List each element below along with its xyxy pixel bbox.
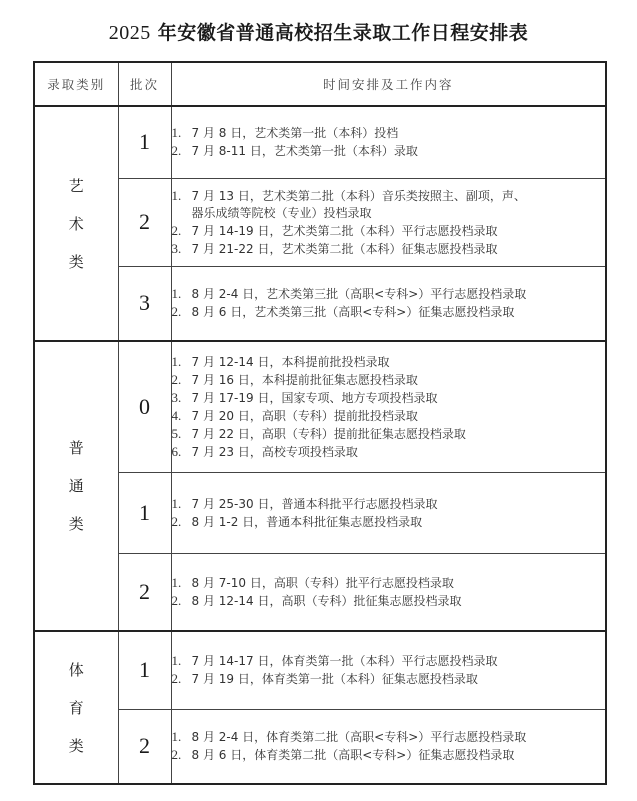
table-row bbox=[34, 709, 606, 784]
schedule-item bbox=[172, 443, 606, 461]
content-cell bbox=[171, 553, 606, 631]
batch-cell: 0 bbox=[118, 341, 171, 472]
schedule-item bbox=[172, 371, 606, 389]
category-char: 类 bbox=[68, 736, 84, 755]
header-content: 时间安排及工作内容 bbox=[171, 62, 606, 106]
item-text: 7 月 14-17 日，体育类第一批（本科）平行志愿投档录取 bbox=[191, 654, 498, 669]
item-number: 2. bbox=[171, 371, 182, 387]
item-number: 1. bbox=[171, 187, 182, 203]
schedule-item bbox=[172, 728, 606, 746]
content-cell bbox=[171, 472, 606, 553]
schedule-item bbox=[172, 222, 606, 240]
table-row bbox=[34, 266, 606, 341]
item-number: 1. bbox=[171, 495, 182, 511]
item-number: 2. bbox=[171, 513, 182, 529]
batch-cell: 1 bbox=[118, 472, 171, 553]
schedule-item bbox=[172, 240, 606, 258]
item-text: 7 月 25-30 日，普通本科批平行志愿投档录取 bbox=[191, 496, 438, 511]
content-cell bbox=[171, 178, 606, 266]
schedule-item bbox=[172, 187, 606, 205]
item-text: 7 月 8-11 日，艺术类第一批（本科）录取 bbox=[191, 144, 418, 159]
item-number: 1. bbox=[171, 653, 182, 669]
batch-cell: 2 bbox=[118, 709, 171, 784]
item-text: 7 月 21-22 日，艺术类第二批（本科）征集志愿投档录取 bbox=[191, 241, 498, 256]
batch-cell: 2 bbox=[118, 178, 171, 266]
schedule-body bbox=[34, 106, 606, 784]
item-continuation: 器乐成绩等院校（专业）投档录取 bbox=[191, 205, 372, 220]
table-row bbox=[34, 341, 606, 472]
schedule-item bbox=[172, 425, 606, 443]
title-year: 2025 bbox=[108, 22, 151, 44]
item-text: 7 月 22 日，高职（专科）提前批征集志愿投档录取 bbox=[191, 426, 466, 441]
table-row bbox=[34, 472, 606, 553]
item-text: 8 月 6 日，艺术类第三批（高职<专科>）征集志愿投档录取 bbox=[191, 305, 515, 320]
schedule-item bbox=[172, 407, 606, 425]
item-text: 7 月 16 日，本科提前批征集志愿投档录取 bbox=[191, 372, 418, 387]
schedule-item bbox=[172, 142, 606, 160]
document-title bbox=[0, 18, 637, 45]
content-cell bbox=[171, 709, 606, 784]
category-cell bbox=[34, 631, 118, 784]
schedule-item bbox=[172, 592, 606, 610]
category-char: 类 bbox=[68, 252, 84, 271]
item-number: 1. bbox=[171, 729, 182, 745]
table-row bbox=[34, 178, 606, 266]
item-number: 5. bbox=[171, 425, 182, 441]
item-text: 7 月 20 日，高职（专科）提前批投档录取 bbox=[191, 408, 418, 423]
schedule-item bbox=[172, 670, 606, 688]
schedule-item bbox=[172, 574, 606, 592]
item-number: 2. bbox=[171, 671, 182, 687]
category-char: 艺 bbox=[68, 176, 84, 195]
content-cell bbox=[171, 631, 606, 709]
item-text: 7 月 23 日，高校专项投档录取 bbox=[191, 444, 358, 459]
category-char: 普 bbox=[68, 439, 84, 457]
content-cell bbox=[171, 266, 606, 341]
item-text: 7 月 12-14 日，本科提前批投档录取 bbox=[191, 354, 390, 369]
batch-cell: 1 bbox=[118, 631, 171, 709]
item-number: 1. bbox=[171, 353, 182, 369]
header-category: 录取类别 bbox=[34, 62, 118, 106]
item-number: 2. bbox=[171, 747, 182, 763]
schedule-item bbox=[172, 285, 606, 303]
item-text: 8 月 6 日，体育类第二批（高职<专科>）征集志愿投档录取 bbox=[191, 748, 515, 763]
item-number: 2. bbox=[171, 222, 182, 238]
item-number: 1. bbox=[171, 125, 182, 141]
table-row bbox=[34, 553, 606, 631]
item-text: 8 月 2-4 日，艺术类第三批（高职<专科>）平行志愿投档录取 bbox=[191, 287, 527, 302]
category-cell bbox=[34, 106, 118, 341]
category-char: 通 bbox=[68, 477, 84, 495]
item-text: 8 月 2-4 日，体育类第二批（高职<专科>）平行志愿投档录取 bbox=[191, 730, 527, 745]
item-text: 7 月 19 日，体育类第一批（本科）征集志愿投档录取 bbox=[191, 672, 478, 687]
category-char: 育 bbox=[68, 698, 84, 717]
schedule-item bbox=[172, 303, 606, 321]
schedule-item bbox=[172, 513, 606, 531]
item-text: 8 月 12-14 日，高职（专科）批征集志愿投档录取 bbox=[191, 593, 462, 608]
item-number: 3. bbox=[171, 389, 182, 405]
item-text: 8 月 1-2 日，普通本科批征集志愿投档录取 bbox=[191, 514, 423, 529]
category-char: 术 bbox=[68, 214, 84, 233]
schedule-item bbox=[172, 652, 606, 670]
content-cell bbox=[171, 341, 606, 472]
item-text: 8 月 7-10 日，高职（专科）批平行志愿投档录取 bbox=[191, 575, 454, 590]
schedule-table bbox=[33, 61, 607, 785]
item-number: 4. bbox=[171, 407, 182, 423]
item-text: 7 月 17-19 日，国家专项、地方专项投档录取 bbox=[191, 390, 438, 405]
item-text: 7 月 14-19 日，艺术类第二批（本科）平行志愿投档录取 bbox=[191, 223, 498, 238]
category-char: 体 bbox=[68, 660, 84, 679]
content-cell bbox=[171, 106, 606, 178]
schedule-item bbox=[172, 746, 606, 764]
batch-cell: 2 bbox=[118, 553, 171, 631]
item-number: 3. bbox=[171, 240, 182, 256]
category-char: 类 bbox=[68, 515, 84, 533]
item-number: 2. bbox=[171, 592, 182, 608]
item-number: 6. bbox=[171, 443, 182, 459]
schedule-item bbox=[172, 495, 606, 513]
batch-cell: 3 bbox=[118, 266, 171, 341]
item-number: 2. bbox=[171, 304, 182, 320]
item-number: 1. bbox=[171, 286, 182, 302]
item-number: 2. bbox=[171, 143, 182, 159]
title-text: 年安徽省普通高校招生录取工作日程安排表 bbox=[150, 22, 529, 44]
header-row bbox=[34, 62, 606, 106]
item-number: 1. bbox=[171, 574, 182, 590]
table-row bbox=[34, 631, 606, 709]
schedule-item bbox=[172, 389, 606, 407]
schedule-item bbox=[172, 124, 606, 142]
category-cell bbox=[34, 341, 118, 631]
batch-cell: 1 bbox=[118, 106, 171, 178]
schedule-item bbox=[172, 353, 606, 371]
table-row bbox=[34, 106, 606, 178]
item-text: 7 月 13 日，艺术类第二批（本科）音乐类按照主、副项，声、 bbox=[191, 188, 526, 203]
header-batch: 批次 bbox=[118, 62, 171, 106]
item-text: 7 月 8 日，艺术类第一批（本科）投档 bbox=[191, 126, 399, 141]
